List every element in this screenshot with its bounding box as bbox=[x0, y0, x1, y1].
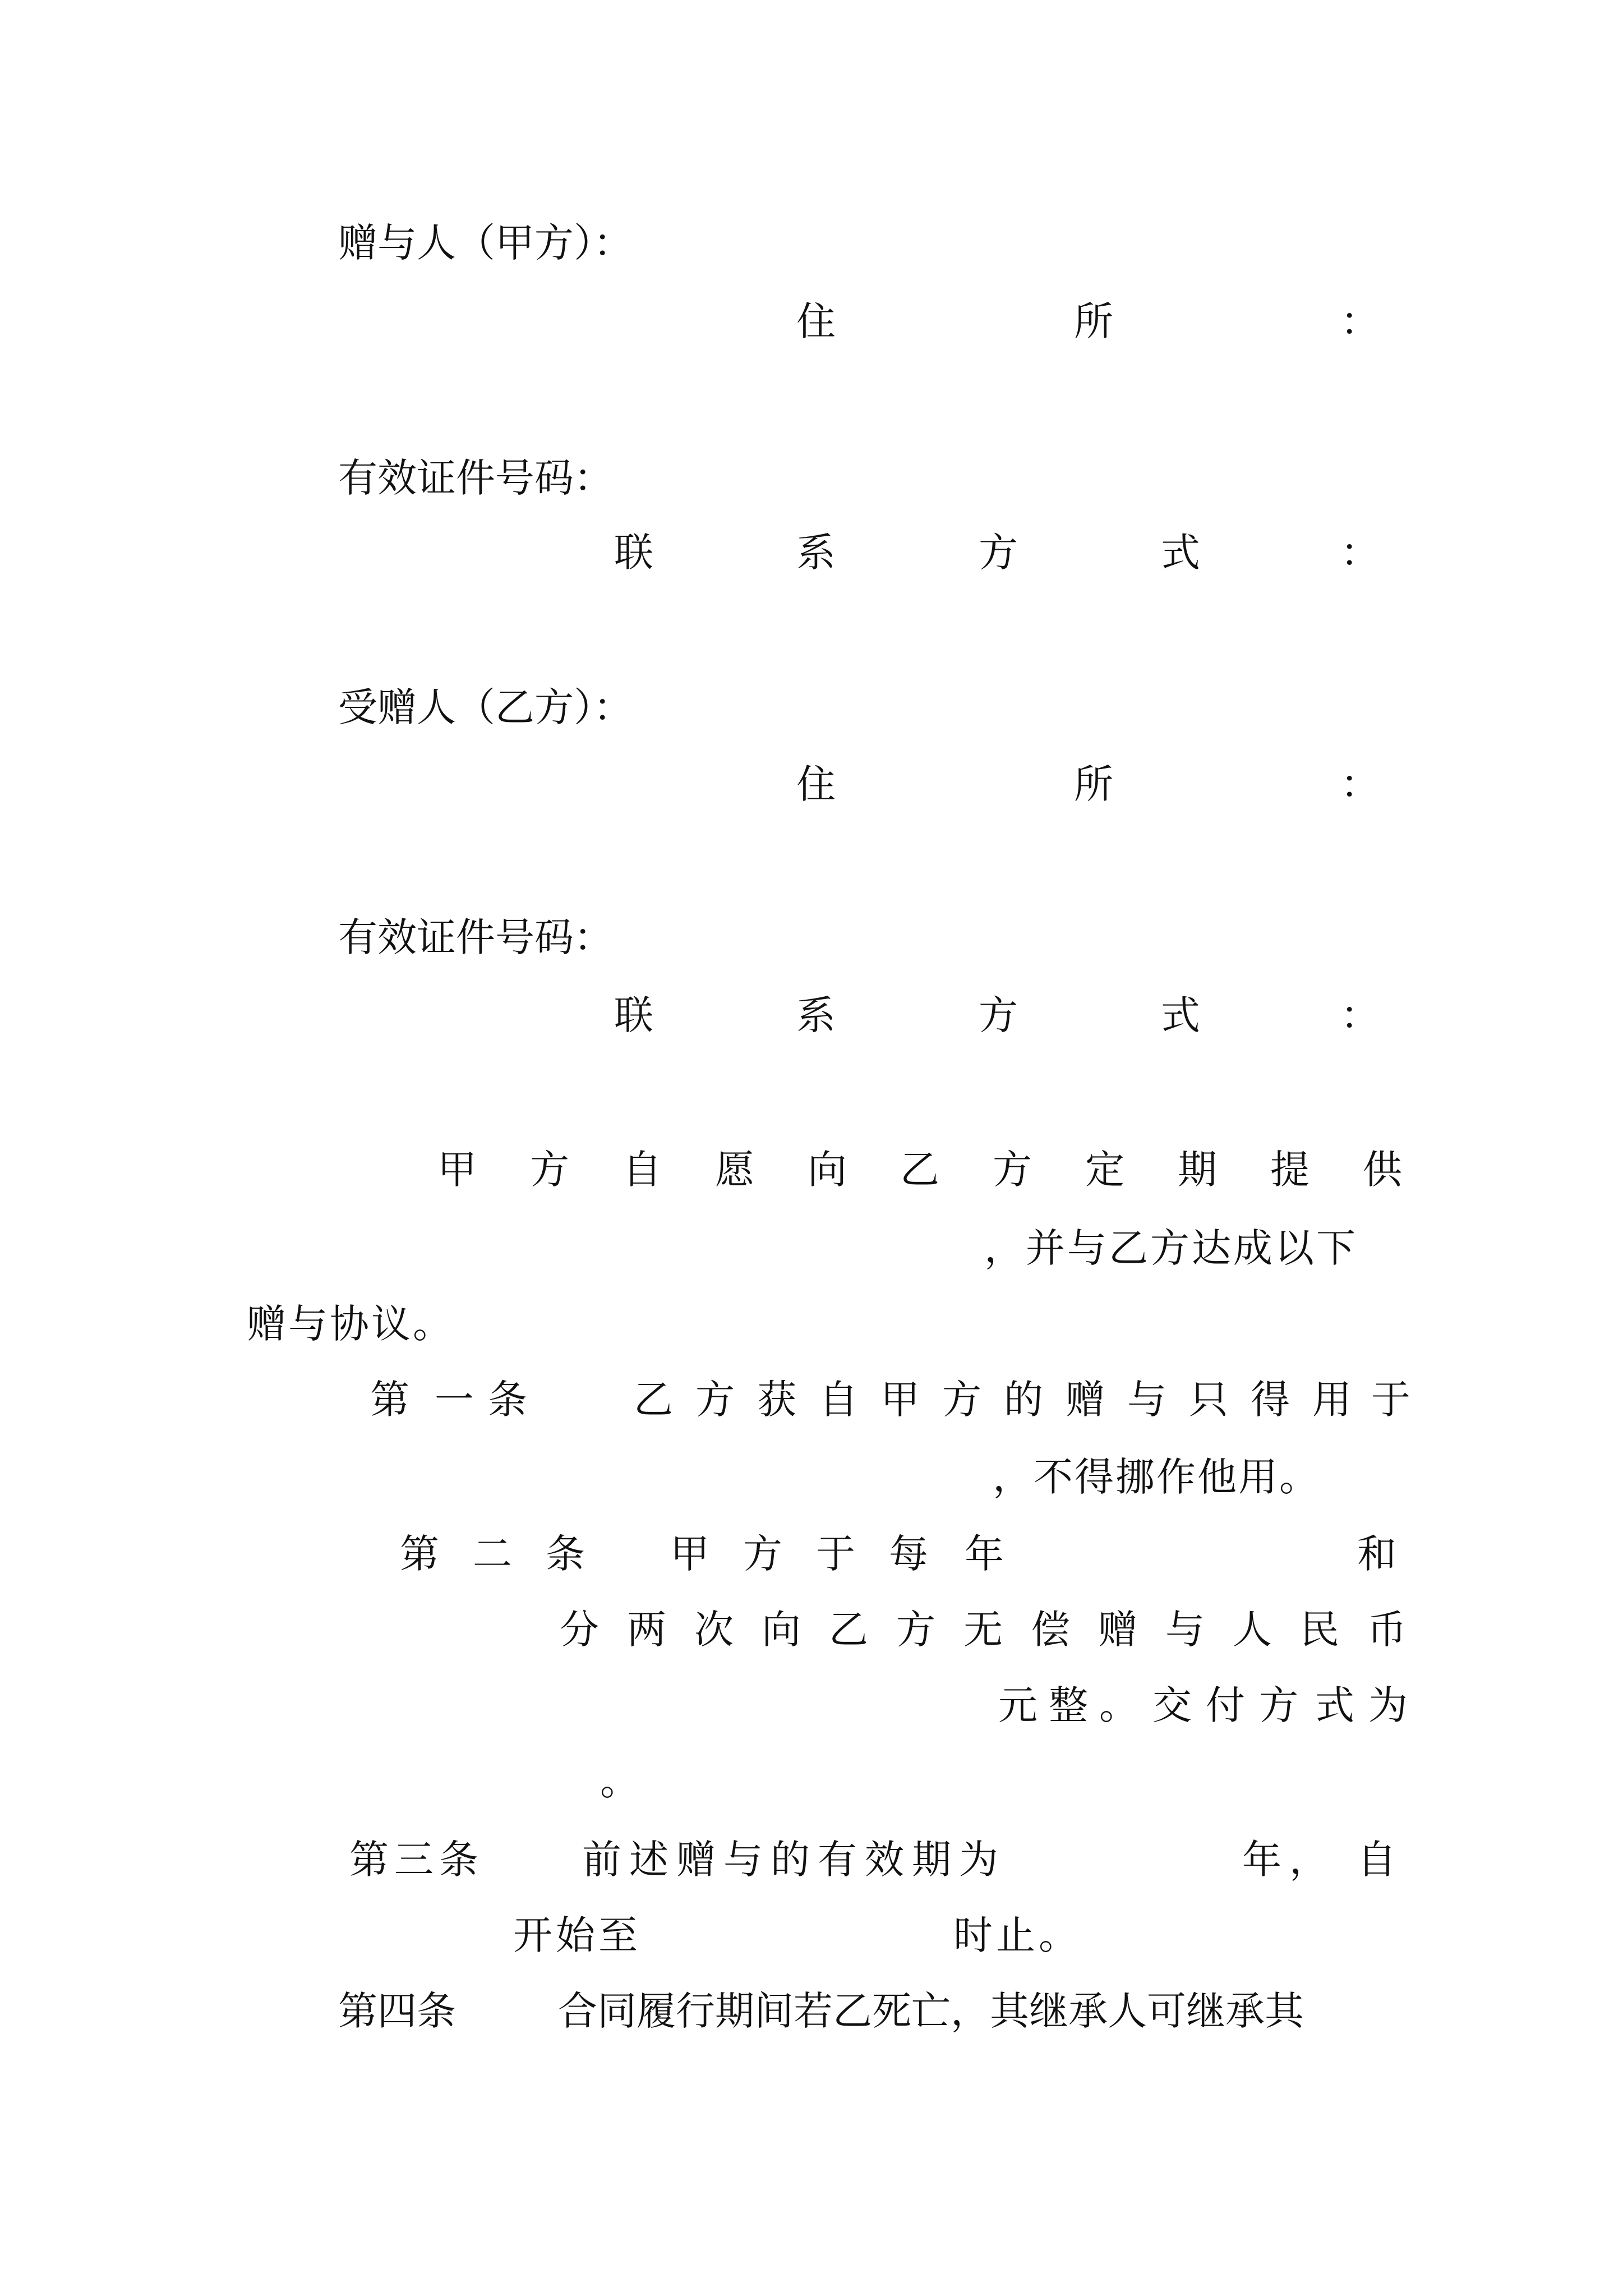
donor-id-label: 有效证件号码： bbox=[338, 455, 613, 501]
donee-address-colon: ： bbox=[1340, 761, 1380, 807]
intro-char: 乙 bbox=[900, 1147, 939, 1193]
article-2-char: 式 bbox=[1315, 1682, 1354, 1728]
article-2-char: 方 bbox=[896, 1607, 935, 1653]
article-2-line-3 bbox=[0, 1682, 1623, 1731]
intro-line-3: 赠与协议。 bbox=[247, 1301, 454, 1347]
article-4-label: 第四条 bbox=[338, 1988, 456, 2034]
article-3-label-char: 三 bbox=[394, 1837, 434, 1883]
article-1-char: 得 bbox=[1251, 1377, 1290, 1423]
intro-char: 甲 bbox=[437, 1147, 477, 1193]
article-1-char: 与 bbox=[1127, 1377, 1166, 1423]
article-2-char: 向 bbox=[762, 1607, 801, 1653]
intro-char: 方 bbox=[530, 1147, 569, 1193]
article-2-line-1 bbox=[0, 1531, 1623, 1579]
article-2-char: 于 bbox=[816, 1531, 855, 1577]
article-1-char: 的 bbox=[1004, 1377, 1043, 1423]
article-1-char: 用 bbox=[1312, 1377, 1352, 1423]
article-2-char: 两 bbox=[627, 1607, 666, 1653]
article-3-line-2 bbox=[0, 1912, 1623, 1961]
donor-contact-colon: ： bbox=[1340, 530, 1380, 576]
donee-address-char: 住 bbox=[796, 761, 836, 807]
article-1-char: 只 bbox=[1189, 1377, 1228, 1423]
donee-title: 受赠人（乙方）： bbox=[338, 684, 633, 730]
donee-address-line bbox=[0, 761, 1623, 809]
article-2-char: 分 bbox=[560, 1607, 599, 1653]
article-2-char: 方 bbox=[743, 1531, 782, 1577]
article-2-char: 民 bbox=[1300, 1607, 1339, 1653]
donor-title: 赠与人（甲方）： bbox=[338, 220, 633, 266]
donor-address-colon: ： bbox=[1340, 298, 1380, 344]
donee-contact-char: 式 bbox=[1161, 992, 1200, 1038]
article-1-char: 甲 bbox=[880, 1377, 920, 1423]
donor-contact-char: 式 bbox=[1161, 530, 1200, 576]
article-1-char: 于 bbox=[1371, 1377, 1410, 1423]
donee-contact-char: 系 bbox=[796, 992, 836, 1038]
article-3-label-char: 第 bbox=[349, 1837, 389, 1883]
article-3-year: 年， bbox=[1242, 1837, 1336, 1883]
donee-id-label: 有效证件号码： bbox=[338, 914, 613, 960]
article-2-char: 无 bbox=[963, 1607, 1003, 1653]
article-1-char: 获 bbox=[757, 1377, 796, 1423]
article-1-char: 乙 bbox=[634, 1377, 673, 1423]
intro-char: 愿 bbox=[715, 1147, 754, 1193]
article-1-line-2: ，不得挪作他用。 bbox=[993, 1454, 1320, 1500]
intro-char: 期 bbox=[1178, 1147, 1217, 1193]
article-2-char: 人 bbox=[1233, 1607, 1272, 1653]
article-2-char: 为 bbox=[1368, 1682, 1408, 1728]
article-2-char: 币 bbox=[1367, 1607, 1407, 1653]
article-3-char: 期 bbox=[912, 1837, 951, 1883]
donor-contact-char: 系 bbox=[796, 530, 836, 576]
article-2-char: 甲 bbox=[670, 1531, 709, 1577]
intro-line-2: ，并与乙方达成以下 bbox=[984, 1225, 1358, 1271]
donor-contact-char: 联 bbox=[614, 530, 653, 576]
article-3-char: 的 bbox=[771, 1837, 810, 1883]
article-1-char: 赠 bbox=[1066, 1377, 1105, 1423]
donee-contact-colon: ： bbox=[1340, 992, 1380, 1038]
article-1-char: 自 bbox=[819, 1377, 858, 1423]
intro-char: 供 bbox=[1363, 1147, 1402, 1193]
article-3-char: 述 bbox=[629, 1837, 668, 1883]
article-3-char: 有 bbox=[818, 1837, 857, 1883]
donee-contact-line bbox=[0, 992, 1623, 1041]
donor-address-char: 所 bbox=[1074, 298, 1113, 344]
article-3-line-1 bbox=[0, 1837, 1623, 1885]
intro-char: 向 bbox=[808, 1147, 847, 1193]
donor-address-char: 住 bbox=[796, 298, 836, 344]
donee-address-char: 所 bbox=[1074, 761, 1113, 807]
intro-char: 自 bbox=[623, 1147, 662, 1193]
article-1-label-char: 第 bbox=[370, 1377, 409, 1423]
article-1-char: 方 bbox=[695, 1377, 735, 1423]
article-2-char: 付 bbox=[1206, 1682, 1245, 1728]
donor-contact-char: 方 bbox=[979, 530, 1018, 576]
article-2-char: 元 bbox=[998, 1682, 1038, 1728]
article-2-char: 年 bbox=[965, 1531, 1004, 1577]
article-2-label-char: 条 bbox=[546, 1531, 585, 1577]
article-2-char: 交 bbox=[1152, 1682, 1192, 1728]
article-3-label-char: 条 bbox=[439, 1837, 478, 1883]
article-1-label-char: 条 bbox=[488, 1377, 527, 1423]
intro-char: 方 bbox=[993, 1147, 1032, 1193]
donor-address-line bbox=[0, 298, 1623, 347]
donee-contact-char: 方 bbox=[979, 992, 1018, 1038]
article-1-label-char: 一 bbox=[435, 1377, 474, 1423]
article-2-char: 与 bbox=[1165, 1607, 1205, 1653]
intro-char: 定 bbox=[1085, 1147, 1124, 1193]
article-2-char: 次 bbox=[694, 1607, 734, 1653]
article-3-char: 自 bbox=[1357, 1837, 1396, 1883]
article-2-char: 偿 bbox=[1031, 1607, 1070, 1653]
article-4-line-1 bbox=[0, 1988, 1623, 2036]
article-3-char: 前 bbox=[582, 1837, 621, 1883]
article-2-char: 乙 bbox=[829, 1607, 868, 1653]
article-2-line-2 bbox=[0, 1607, 1623, 1655]
article-2-char: 整 bbox=[1049, 1682, 1088, 1728]
article-3-start: 开始至 bbox=[513, 1912, 641, 1958]
article-2-char: 每 bbox=[889, 1531, 928, 1577]
article-3-end: 时止。 bbox=[953, 1912, 1081, 1958]
article-3-char: 与 bbox=[723, 1837, 763, 1883]
donee-contact-char: 联 bbox=[614, 992, 653, 1038]
article-1-line-1 bbox=[0, 1377, 1623, 1425]
article-2-char: 赠 bbox=[1098, 1607, 1137, 1653]
article-3-char: 效 bbox=[865, 1837, 904, 1883]
article-2-line-4: 。 bbox=[600, 1758, 639, 1804]
article-2-char: 和 bbox=[1357, 1531, 1396, 1577]
donor-contact-line bbox=[0, 530, 1623, 578]
intro-char: 提 bbox=[1270, 1147, 1310, 1193]
article-2-label-char: 第 bbox=[400, 1531, 439, 1577]
article-2-char: 方 bbox=[1259, 1682, 1298, 1728]
article-1-char: 方 bbox=[942, 1377, 981, 1423]
article-4-text: 合同履行期间若乙死亡，其继承人可继承其 bbox=[558, 1988, 1304, 2034]
article-2-char: 。 bbox=[1099, 1682, 1138, 1728]
intro-line-1 bbox=[0, 1147, 1623, 1195]
article-3-char: 为 bbox=[959, 1837, 998, 1883]
article-2-label-char: 二 bbox=[473, 1531, 512, 1577]
article-3-char: 赠 bbox=[676, 1837, 716, 1883]
